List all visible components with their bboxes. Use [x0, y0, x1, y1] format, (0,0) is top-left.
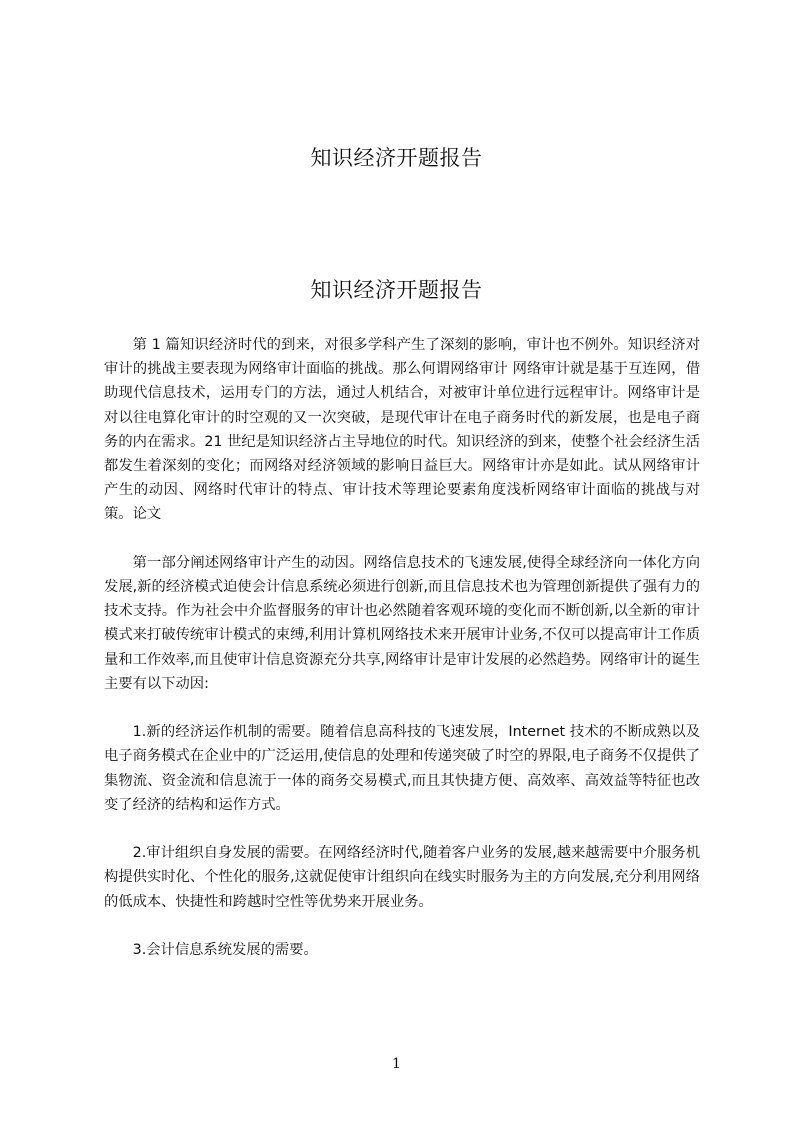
page-number: 1: [392, 1056, 401, 1072]
paragraph-4: 2.审计组织自身发展的需要。在网络经济时代,随着客户业务的发展,越来越需要中介服务机构提供实时化、个性化的服务,这就促使审计组织向在线实时服务为主的方向发展,充分利用网络的低成本、快捷性和跨越时空性等优势来开展业务。: [104, 845, 700, 910]
document-title: 知识经济开题报告: [310, 146, 483, 170]
document-body: [104, 333, 700, 962]
document-subtitle: 知识经济开题报告: [310, 278, 483, 302]
paragraph-5: 3.会计信息系统发展的需要。: [132, 942, 318, 959]
paragraph-1: 第 1 篇知识经济时代的到来，对很多学科产生了深刻的影响，审计也不例外。知识经济对审计的挑战主要表现为网络审计面临的挑战。那么何谓网络审计 网络审计就是基于互连网，借助现代信息技术，运用专门的方法，通过人机结合，对被审计单位进行远程审计。网络审计是对以往电算化审计的时空观的又一次突破，是现代审计在电子商务时代的新发展，也是电子商务的内在需求。21 世纪是知识经济占主导地位的时代。知识经济的到来，使整个社会经济生活都发生着深刻的变化；而网络对经济领域的影响日益巨大。网络审计亦是如此。试从网络审计产生的动因、网络时代审计的特点、审计技术等理论要素角度浅析网络审计面临的挑战与对策。论文: [104, 337, 700, 523]
paragraph-2: 第一部分阐述网络审计产生的动因。网络信息技术的飞速发展,使得全球经济向一体化方向发展,新的经济模式迫使会计信息系统必须进行创新,而且信息技术也为管理创新提供了强有力的技术支持。作为社会中介监督服务的审计也必然随着客观环境的变化而不断创新,以全新的审计模式来打破传统审计模式的束缚,利用计算机网络技术来开展审计业务,不仅可以提高审计工作质量和工作效率,而且使审计信息资源充分共享,网络审计是审计发展的必然趋势。网络审计的诞生主要有以下动因:: [104, 554, 700, 692]
paragraph-3: 1.新的经济运作机制的需要。随着信息高科技的飞速发展，Internet 技术的不断成熟以及电子商务模式在企业中的广泛运用,使信息的处理和传递突破了时空的界限,电子商务不仅提供了集物流、资金流和信息流于一体的商务交易模式,而且其快捷方便、高效率、高效益等特征也改变了经济的结构和运作方式。: [104, 724, 700, 813]
